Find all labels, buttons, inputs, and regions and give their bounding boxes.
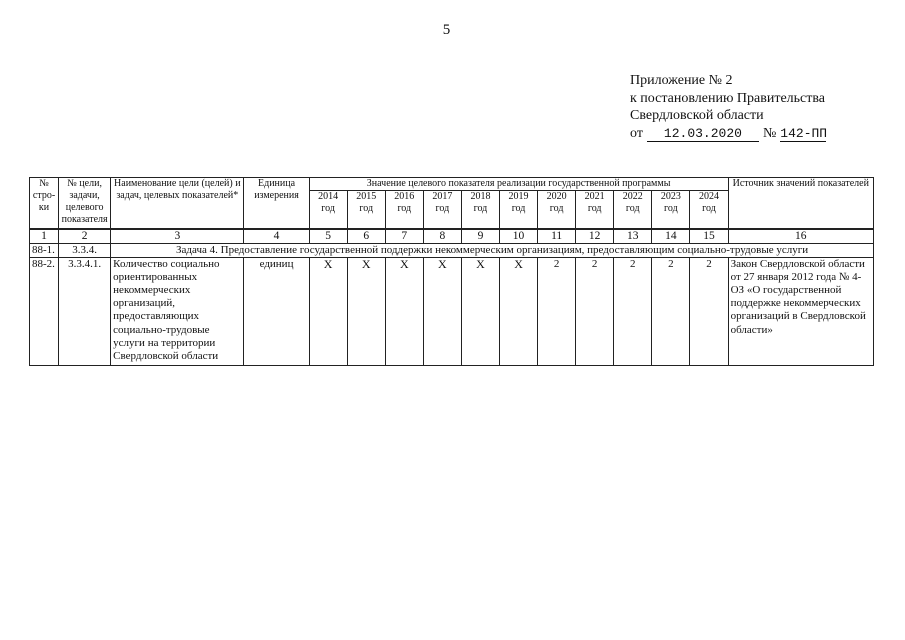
column-number: 8 xyxy=(423,229,461,244)
column-number: 16 xyxy=(728,229,873,244)
value-2021: 2 xyxy=(576,257,614,365)
header-values-group: Значение целевого показателя реализации государственной программы xyxy=(309,178,728,191)
column-number: 14 xyxy=(652,229,690,244)
column-number: 10 xyxy=(499,229,537,244)
table-row xyxy=(30,243,874,257)
appendix-signature-line xyxy=(630,125,826,143)
appendix-line-3: Свердловской области xyxy=(630,108,764,123)
header-year: 2015 год xyxy=(347,191,385,229)
decree-date: 12.03.2020 xyxy=(647,127,759,142)
table-row xyxy=(30,257,874,365)
appendix-title: Приложение № 2 xyxy=(630,73,733,88)
value-2022: 2 xyxy=(614,257,652,365)
header-goal-no: № цели, задачи, целевого показателя xyxy=(59,178,111,229)
column-number: 4 xyxy=(244,229,309,244)
column-number: 11 xyxy=(538,229,576,244)
header-year: 2020 год xyxy=(538,191,576,229)
column-number: 6 xyxy=(347,229,385,244)
value-2018: X xyxy=(461,257,499,365)
indicator-unit: единиц xyxy=(244,257,309,365)
header-row-no: № стро-ки xyxy=(30,178,59,229)
header-year: 2017 год xyxy=(423,191,461,229)
number-prefix: № xyxy=(762,125,777,141)
header-year: 2014 год xyxy=(309,191,347,229)
header-unit: Единица измерения xyxy=(244,178,309,229)
header-year: 2022 год xyxy=(614,191,652,229)
column-number: 3 xyxy=(111,229,244,244)
task-text: Задача 4. Предоставление государственной поддержки некоммерческим организациям, предоставляющим социально-трудовые услуги xyxy=(111,243,874,257)
column-number: 2 xyxy=(59,229,111,244)
value-2019: X xyxy=(499,257,537,365)
value-2014: X xyxy=(309,257,347,365)
indicators-table xyxy=(29,177,874,366)
decree-number: 142-ПП xyxy=(780,125,828,141)
appendix-block xyxy=(630,72,826,142)
header-year: 2019 год xyxy=(499,191,537,229)
column-number: 1 xyxy=(30,229,59,244)
value-2020: 2 xyxy=(538,257,576,365)
indicator-name: Количество социально ориентированных некоммерческих организаций, предоставляющих социально-трудовые услуги на территории Свердловской области xyxy=(111,257,244,365)
value-2016: X xyxy=(385,257,423,365)
task-row-no: 88-1. xyxy=(30,243,59,257)
indicator-source: Закон Свердловской области от 27 января 2012 года № 4-ОЗ «О государственной поддержке некоммерческих организаций в Свердловской области» xyxy=(728,257,873,365)
header-year: 2024 год xyxy=(690,191,728,229)
value-2023: 2 xyxy=(652,257,690,365)
value-2017: X xyxy=(423,257,461,365)
column-number: 15 xyxy=(690,229,728,244)
appendix-line-2: к постановлению Правительства xyxy=(630,90,826,106)
column-number: 12 xyxy=(576,229,614,244)
page-number: 5 xyxy=(442,22,451,38)
data-row-no: 88-2. xyxy=(30,257,59,365)
column-number: 5 xyxy=(309,229,347,244)
value-2024: 2 xyxy=(690,257,728,365)
header-name: Наименование цели (целей) и задач, целевых показателей* xyxy=(111,178,244,229)
task-goal-no: 3.3.4. xyxy=(59,243,111,257)
data-goal-no: 3.3.4.1. xyxy=(59,257,111,365)
header-year: 2023 год xyxy=(652,191,690,229)
value-2015: X xyxy=(347,257,385,365)
header-source: Источник значений показателей xyxy=(728,178,873,229)
header-year: 2021 год xyxy=(576,191,614,229)
column-number: 9 xyxy=(461,229,499,244)
header-year: 2018 год xyxy=(461,191,499,229)
date-prefix: от xyxy=(630,125,643,141)
header-year: 2016 год xyxy=(385,191,423,229)
column-number: 13 xyxy=(614,229,652,244)
column-number: 7 xyxy=(385,229,423,244)
